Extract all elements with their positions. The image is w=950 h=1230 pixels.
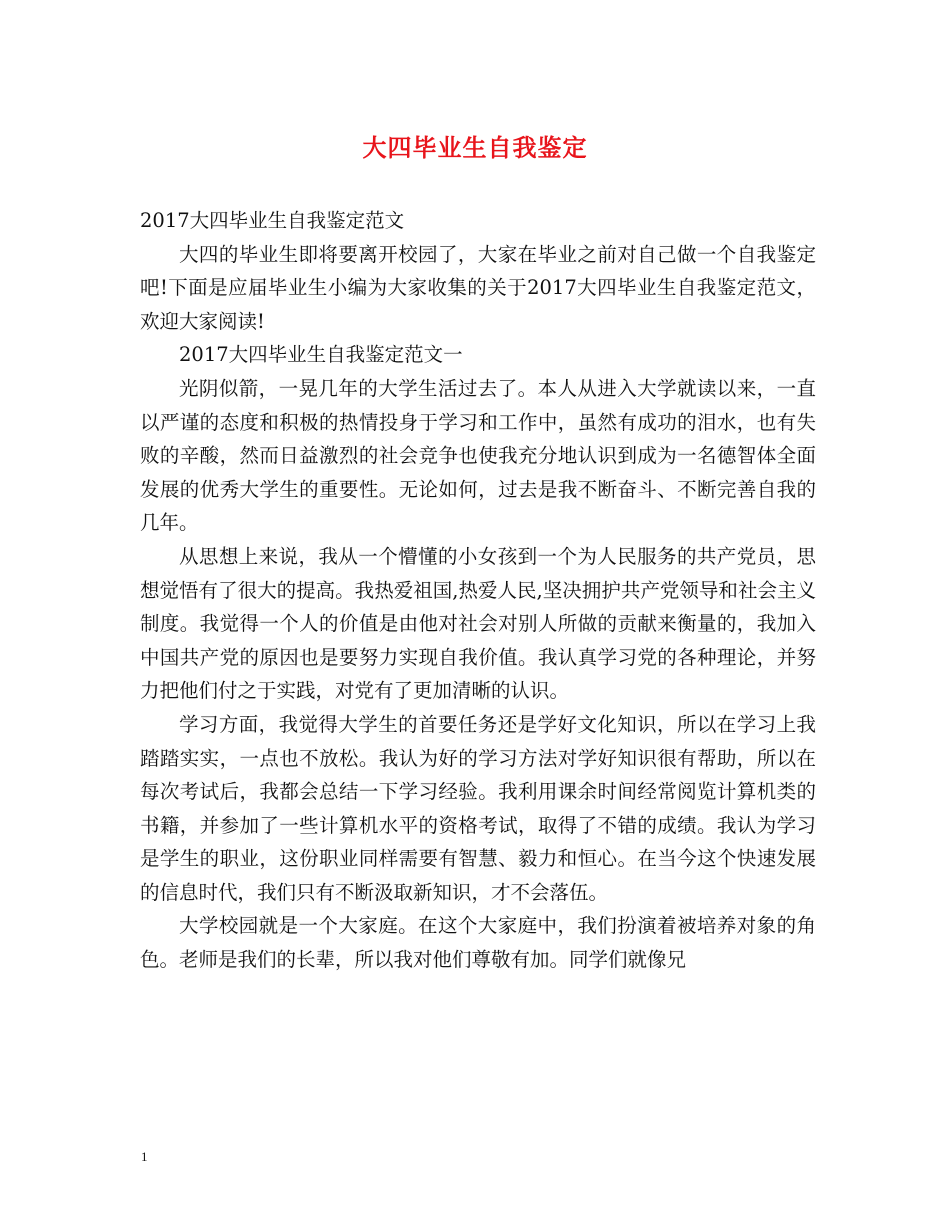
- paragraph: 从思想上来说，我从一个懵懂的小女孩到一个为人民服务的共产党员，思想觉悟有了很大的提高。我热爱祖国,热爱人民,坚决拥护共产党领导和社会主义制度。我觉得一个人的价值是由他对社会对别人所做的贡献来衡量的，我加入中国共产党的原因也是要努力实现自我价值。我认真学习党的各种理论，并努力把他们付之于实践，对党有了更加清晰的认识。: [140, 544, 816, 703]
- paragraph: 2017大四毕业生自我鉴定范文: [140, 209, 405, 232]
- document-title: 大四毕业生自我鉴定: [362, 133, 588, 162]
- paragraph: 光阴似箭，一晃几年的大学生活过去了。本人从进入大学就读以来，一直以严谨的态度和积极的热情投身于学习和工作中，虽然有成功的泪水，也有失败的辛酸，然而日益激烈的社会竞争也使我充分地认识到成为一名德智体全面发展的优秀大学生的重要性。无论如何，过去是我不断奋斗、不断完善自我的几年。: [140, 376, 816, 535]
- paragraph: 2017大四毕业生自我鉴定范文一: [179, 343, 463, 367]
- document-body: [140, 204, 816, 977]
- paragraph: 大学校园就是一个大家庭。在这个大家庭中，我们扮演着被培养对象的角色。老师是我们的长辈，所以我对他们尊敬有加。同学们就像兄: [140, 914, 816, 972]
- page-number: 1: [141, 1149, 148, 1164]
- paragraph: 大四的毕业生即将要离开校园了，大家在毕业之前对自己做一个自我鉴定吧!下面是应届毕业生小编为大家收集的关于2017大四毕业生自我鉴定范文，欢迎大家阅读!: [140, 242, 816, 333]
- paragraph: 学习方面，我觉得大学生的首要任务还是学好文化知识，所以在学习上我踏踏实实，一点也不放松。我认为好的学习方法对学好知识很有帮助，所以在每次考试后，我都会总结一下学习经验。我利用课余时间经常阅览计算机类的书籍，并参加了一些计算机水平的资格考试，取得了不错的成绩。我认为学习是学生的职业，这份职业同样需要有智慧、毅力和恒心。在当今这个快速发展的信息时代，我们只有不断汲取新知识，才不会落伍。: [140, 712, 816, 904]
